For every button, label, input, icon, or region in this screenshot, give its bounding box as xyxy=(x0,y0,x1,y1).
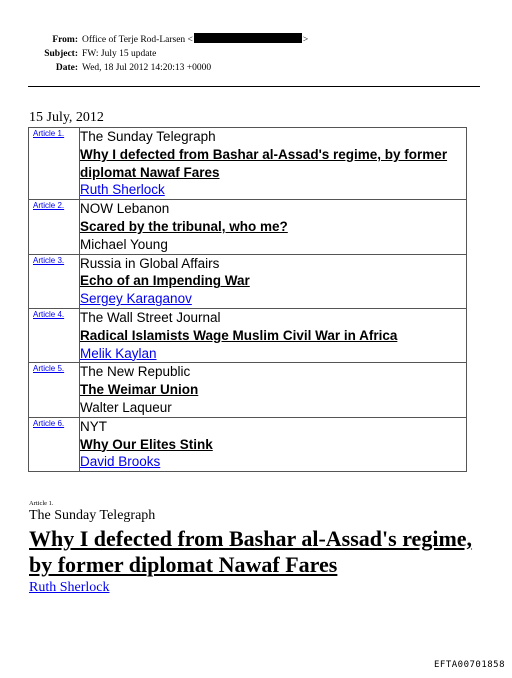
article-row xyxy=(29,254,467,308)
article-number-cell xyxy=(29,363,80,417)
article-number-link[interactable]: Article 1. xyxy=(33,129,65,138)
date-heading: 15 July, 2012 xyxy=(29,110,104,125)
article-section-author-link[interactable]: Ruth Sherlock xyxy=(29,580,110,595)
article-row xyxy=(29,417,467,471)
article-content-cell xyxy=(80,128,467,200)
article-title-link[interactable]: Why I defected from Bashar al-Assad's regime, by former diplomat Nawaf Fares xyxy=(80,146,448,180)
subject-row xyxy=(30,47,308,61)
article-title-link[interactable]: The Weimar Union xyxy=(80,382,199,398)
article-content-cell xyxy=(80,200,467,254)
article-row xyxy=(29,128,467,200)
article-publication: NYT xyxy=(80,418,107,434)
article-title-link[interactable]: Scared by the tribunal, who me? xyxy=(80,218,288,234)
article-author: Walter Laqueur xyxy=(80,399,172,415)
article-number-cell xyxy=(29,308,80,362)
article-author: Michael Young xyxy=(80,236,168,252)
article-author-link[interactable]: Sergey Karaganov xyxy=(80,291,192,307)
article-number-cell xyxy=(29,254,80,308)
from-label: From: xyxy=(52,35,78,45)
article-publication: NOW Lebanon xyxy=(80,201,170,217)
article-number-link[interactable]: Article 3. xyxy=(33,255,65,265)
article-content-cell xyxy=(80,308,467,362)
from-row xyxy=(30,33,308,47)
article-number-link[interactable]: Article 5. xyxy=(33,364,65,374)
article-author-link[interactable]: Melik Kaylan xyxy=(80,345,157,361)
article-author-link[interactable]: Ruth Sherlock xyxy=(80,182,165,198)
subject-value: FW: July 15 update xyxy=(82,49,157,59)
document-id: EFTA00701858 xyxy=(434,660,506,670)
article-content-cell xyxy=(80,254,467,308)
article-row xyxy=(29,200,467,254)
email-header xyxy=(30,33,308,75)
date-row xyxy=(30,61,308,75)
subject-label: Subject: xyxy=(44,49,78,59)
articles-table xyxy=(28,127,467,472)
header-divider xyxy=(28,86,480,87)
article-section-title[interactable]: Why I defected from Bashar al-Assad's regime, by former diplomat Nawaf Fares xyxy=(29,526,473,577)
article-number-cell xyxy=(29,417,80,471)
article-1-section xyxy=(29,500,489,596)
article-publication: The New Republic xyxy=(80,364,191,380)
article-number-link[interactable]: Article 4. xyxy=(33,309,65,319)
article-number-link[interactable]: Article 6. xyxy=(33,418,65,428)
article-row xyxy=(29,308,467,362)
date-value: Wed, 18 Jul 2012 14:20:13 +0000 xyxy=(82,63,212,73)
article-publication: Russia in Global Affairs xyxy=(80,255,220,271)
article-row xyxy=(29,363,467,417)
from-value: Office of Terje Rod-Larsen < > xyxy=(82,35,309,45)
article-author-link[interactable]: David Brooks xyxy=(80,454,161,470)
article-number-cell xyxy=(29,200,80,254)
redaction-bar xyxy=(194,33,302,43)
article-section-label: Article 1. xyxy=(29,500,54,507)
article-title-link[interactable]: Radical Islamists Wage Muslim Civil War in Africa xyxy=(80,327,398,343)
article-content-cell xyxy=(80,363,467,417)
article-content-cell xyxy=(80,417,467,471)
article-publication: The Sunday Telegraph xyxy=(80,129,216,144)
date-label: Date: xyxy=(55,63,78,73)
article-title-link[interactable]: Echo of an Impending War xyxy=(80,273,250,289)
article-number-link[interactable]: Article 2. xyxy=(33,201,65,211)
article-section-publication: The Sunday Telegraph xyxy=(29,508,156,523)
article-title-link[interactable]: Why Our Elites Stink xyxy=(80,436,213,452)
article-publication: The Wall Street Journal xyxy=(80,309,221,325)
article-number-cell xyxy=(29,128,80,200)
